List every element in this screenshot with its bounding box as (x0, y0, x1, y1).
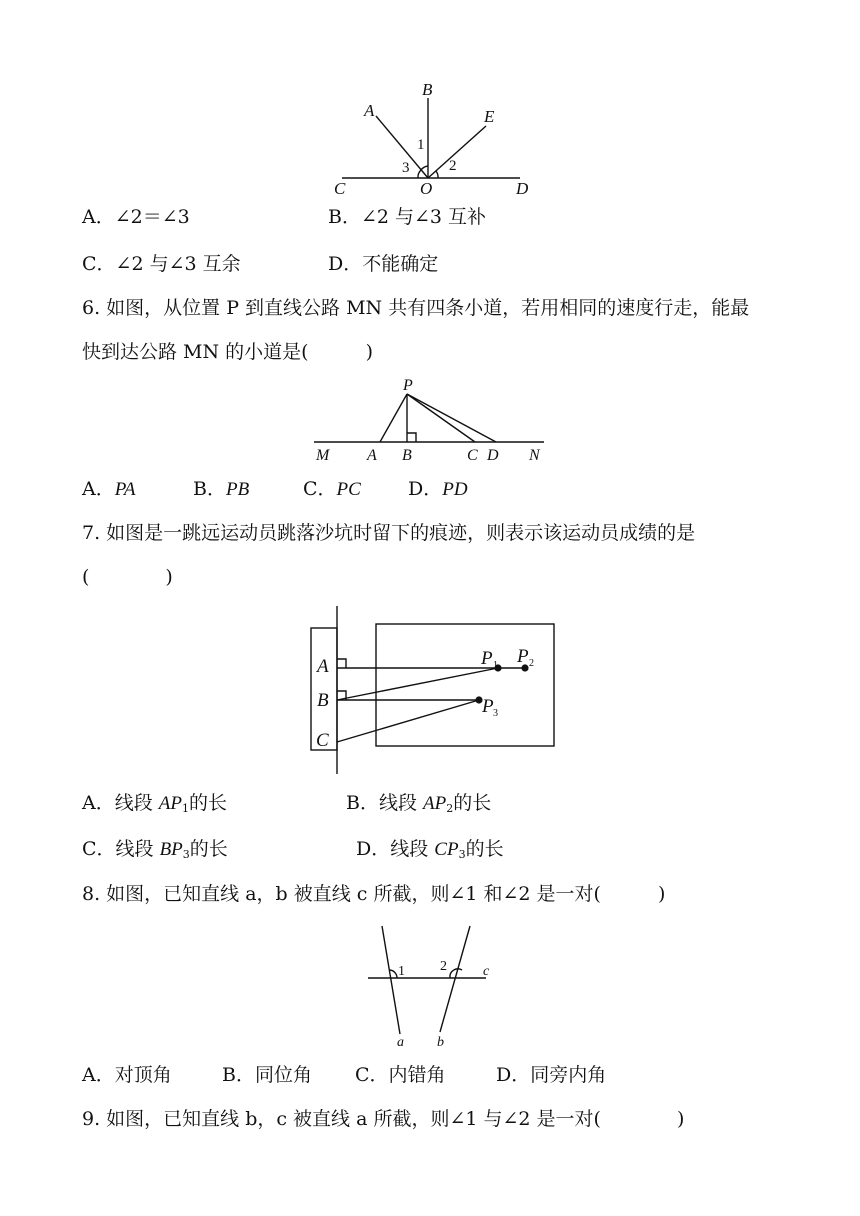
label-b: B (422, 80, 433, 99)
q7-stem-line-1: 7. 如图是一跳远运动员跳落沙坑时留下的痕迹，则表示该运动员成绩的是 (82, 522, 696, 544)
label-p3: P (482, 696, 494, 717)
q5-option-a: A．∠2＝∠3 (82, 206, 190, 228)
q7-option-c: C．线段 $BP_3$的长 (82, 838, 228, 861)
segment-pd (407, 394, 496, 442)
q8-figure (360, 920, 510, 1052)
q6-option-d: D．PD (408, 478, 468, 500)
label-a: a (397, 1035, 404, 1050)
label-m: M (316, 447, 330, 464)
label-angle-3: 3 (402, 160, 410, 176)
label-e: E (484, 107, 495, 126)
label-n: N (529, 447, 540, 464)
label-p2-subscript: 2 (529, 658, 534, 669)
q9-stem: 9. 如图，已知直线 b，c 被直线 a 所截，则∠1 与∠2 是一对( ) (82, 1108, 685, 1130)
label-angle-1: 1 (398, 964, 405, 979)
right-angle-mark (407, 433, 416, 442)
label-a: A (317, 656, 329, 677)
segment-cp3 (337, 700, 479, 742)
label-b: B (402, 447, 412, 464)
label-c: C (334, 179, 346, 198)
label-p1-subscript: 1 (493, 660, 498, 671)
ray-oe (428, 126, 486, 178)
label-p1: P (481, 648, 493, 669)
q8-stem: 8. 如图，已知直线 a，b 被直线 c 所截，则∠1 和∠2 是一对( ) (82, 883, 666, 905)
q8-option-b: B．同位角 (222, 1064, 312, 1086)
q7-option-b: B．线段 $AP_2$的长 (346, 792, 492, 815)
line-b (440, 926, 470, 1032)
q6-option-b: B．PB (193, 478, 250, 500)
q5-figure (320, 78, 550, 200)
q6-option-c: C．PC (303, 478, 361, 500)
label-a: A (367, 447, 377, 464)
q6-stem-line-2: 快到达公路 MN 的小道是( ) (82, 341, 373, 363)
label-angle-2: 2 (449, 158, 457, 174)
q6-figure (310, 376, 550, 466)
q6-option-a: A．PA (82, 478, 136, 500)
q8-option-d: D．同旁内角 (496, 1064, 607, 1086)
label-angle-2: 2 (440, 959, 447, 974)
arc-angle-2 (436, 171, 438, 178)
label-b: B (317, 690, 329, 711)
q5-option-c: C．∠2 与∠3 互余 (82, 253, 241, 275)
label-angle-1: 1 (417, 137, 425, 153)
label-p2: P (517, 646, 529, 667)
q7-figure (305, 602, 565, 778)
label-a: A (364, 101, 375, 120)
label-d: D (487, 447, 499, 464)
segment-pa (380, 394, 407, 442)
line-a (382, 926, 400, 1034)
label-p: P (403, 377, 413, 394)
segment-bp1 (337, 668, 498, 700)
label-c: C (316, 730, 329, 751)
q7-option-d: D．线段 $CP_3$的长 (356, 838, 504, 861)
sand-pit (376, 624, 554, 746)
segment-pc (407, 394, 475, 442)
right-angle-mark-a (337, 659, 346, 668)
q5-option-b: B．∠2 与∠3 互补 (328, 206, 487, 228)
label-c: c (483, 964, 490, 979)
q6-stem-line-1: 6. 如图，从位置 P 到直线公路 MN 共有四条小道，若用相同的速度行走，能最 (82, 297, 750, 319)
q5-option-d: D．不能确定 (328, 253, 439, 275)
label-o: O (420, 179, 433, 198)
q7-option-a: A．线段 $AP_1$的长 (82, 792, 227, 815)
label-b: b (437, 1035, 444, 1050)
arc-angle-3 (418, 170, 421, 178)
arc-angle-1 (421, 166, 428, 170)
q7-stem-line-2: ( ) (82, 566, 173, 588)
label-p3-subscript: 3 (493, 708, 498, 719)
q8-option-a: A．对顶角 (82, 1064, 172, 1086)
label-d: D (516, 179, 529, 198)
label-c: C (467, 447, 478, 464)
q8-option-c: C．内错角 (355, 1064, 446, 1086)
